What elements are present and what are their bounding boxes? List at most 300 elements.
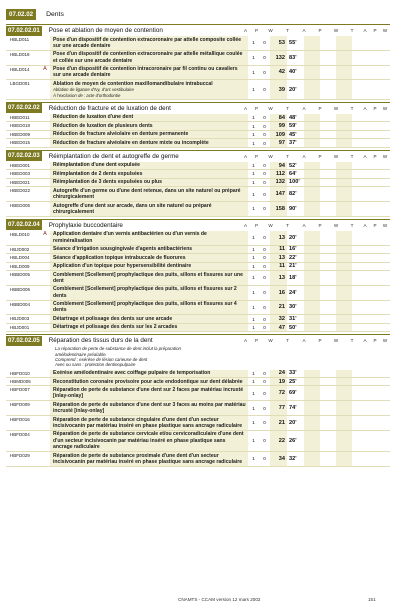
- empty-cell: [320, 286, 336, 300]
- section-title: Réparation des tissus durs de la dent: [48, 337, 153, 345]
- empty-cell: [304, 162, 320, 169]
- empty-cell: [320, 301, 336, 315]
- act-label: [50, 263, 248, 270]
- table-row: [6, 114, 390, 122]
- column-label: P: [318, 153, 322, 159]
- column-label: P: [254, 222, 259, 228]
- act-flag: [40, 416, 50, 430]
- column-label: A: [302, 105, 306, 111]
- activity-code: 1: [252, 40, 255, 46]
- act-label-text: Réduction de luxation de plusieurs dents: [53, 122, 153, 129]
- table-row: [6, 80, 390, 99]
- empty-cell: [352, 271, 368, 285]
- empty-cell: [336, 254, 352, 261]
- tariff-value: 132: [270, 51, 287, 65]
- duration-value: 25': [289, 378, 297, 385]
- tariff-value: 53: [270, 36, 287, 50]
- act-code: HBMD005: [10, 379, 31, 384]
- act-label: [50, 139, 248, 146]
- tariff-value: 22: [270, 431, 287, 451]
- table-row: [6, 187, 390, 202]
- column-label: W: [268, 153, 273, 159]
- phase-code: 0: [263, 275, 266, 281]
- empty-cell: [304, 254, 320, 261]
- act-label-text: Réimplantation de 3 dents expulsées ou plus: [53, 179, 162, 186]
- act-code: HBLD010: [10, 231, 30, 237]
- empty-cell: [304, 80, 320, 98]
- empty-cell: [304, 51, 320, 65]
- tariff-value: 84: [270, 114, 287, 121]
- empty-cell: [336, 263, 352, 270]
- empty-cell: [336, 401, 352, 415]
- tariff-value: 94: [270, 162, 287, 169]
- empty-cell: [320, 202, 336, 216]
- table-row: [6, 66, 390, 81]
- empty-cell: [320, 139, 336, 146]
- empty-cell: [320, 179, 336, 186]
- column-label: A: [243, 153, 248, 159]
- empty-cell: [304, 386, 320, 400]
- phase-code: 0: [263, 325, 266, 331]
- act-flag: [40, 263, 50, 270]
- act-label: [50, 286, 248, 300]
- empty-cell: [304, 271, 320, 285]
- empty-cell: [352, 431, 368, 451]
- act-label-text: Ablation de moyen de contention maxillomandibulaire intrabuccal: [53, 80, 213, 87]
- duration-value: 83': [289, 54, 297, 61]
- phase-code: 0: [263, 370, 266, 376]
- column-label: A: [363, 338, 367, 344]
- column-label: W: [333, 153, 339, 159]
- empty-cell: [320, 370, 336, 377]
- empty-cell: [304, 114, 320, 121]
- empty-cell: [320, 452, 336, 466]
- duration-value: 69': [289, 390, 297, 397]
- empty-cell: [304, 231, 320, 245]
- empty-cell: [320, 170, 336, 177]
- act-label: [50, 202, 248, 216]
- empty-cell: [304, 301, 320, 315]
- act-label-text: Pose d'un dispositif de contention extracoronaire par attelle composite collée sur une arcade dentaire: [53, 36, 242, 49]
- act-code: HBED018: [10, 123, 31, 129]
- empty-cell: [336, 162, 352, 169]
- table-row: [6, 431, 390, 452]
- table-row: [6, 51, 390, 66]
- column-label: P: [318, 338, 322, 344]
- act-label-text: Application dentaire d'un vernis antibactérien ou d'un vernis de reminéralisation: [53, 231, 207, 244]
- empty-cell: [336, 315, 352, 322]
- column-label: A: [302, 338, 306, 344]
- phase-code: 0: [263, 69, 266, 75]
- column-label: W: [333, 105, 339, 111]
- phase-code: 0: [263, 206, 266, 212]
- empty-cell: [336, 202, 352, 216]
- activity-code: 1: [252, 115, 255, 121]
- empty-cell: [352, 187, 368, 201]
- empty-cell: [320, 271, 336, 285]
- act-code: HBED001: [10, 162, 31, 168]
- phase-code: 0: [263, 40, 266, 46]
- empty-cell: [336, 66, 352, 80]
- phase-code: 0: [263, 163, 266, 168]
- empty-cell: [352, 51, 368, 65]
- column-label: P: [373, 105, 377, 111]
- phase-code: 0: [263, 316, 266, 322]
- act-code: HBED021: [10, 179, 31, 185]
- act-flag: [40, 122, 50, 129]
- column-label: A: [363, 153, 367, 159]
- page-number: 151: [368, 597, 376, 602]
- column-label: T: [350, 28, 354, 33]
- empty-cell: [352, 416, 368, 430]
- column-label: W: [382, 105, 388, 111]
- act-label-text: Pose d'un dispositif de contention intracoronaire par fil continu ou cavaliers sur une arcade dentaire: [53, 66, 238, 79]
- act-label-text: Application d'un topique pour hypersensibilité dentinaire: [53, 263, 192, 270]
- column-label: P: [254, 28, 259, 33]
- activity-code: 1: [252, 55, 255, 61]
- empty-cell: [336, 271, 352, 285]
- act-flag: A: [43, 66, 47, 73]
- act-label: [50, 301, 248, 315]
- act-code: HBFD004: [10, 431, 30, 437]
- empty-cell: [320, 431, 336, 451]
- activity-code: 1: [252, 171, 255, 177]
- duration-value: 37': [289, 140, 297, 147]
- act-code: HBED015: [10, 140, 31, 146]
- description-line: Comprend : exérèse de lésion carieuse de dent: [55, 356, 148, 362]
- empty-cell: [336, 131, 352, 138]
- column-label: T: [286, 28, 289, 33]
- column-labels: [240, 223, 390, 228]
- act-label-text: Comblement [Scellement] prophylactique des puits, sillons et fissures sur 2 dents: [53, 286, 237, 299]
- act-code: HBLD014: [10, 66, 30, 72]
- act-label: [50, 386, 248, 400]
- column-label: P: [254, 338, 259, 344]
- act-flag: [40, 286, 50, 300]
- activity-code: 1: [252, 390, 255, 396]
- column-label: W: [382, 338, 388, 344]
- section-code: 07.02.02.04: [8, 222, 40, 229]
- duration-value: 20': [289, 234, 297, 241]
- act-label-text: Détartrage et polissage des dents sur une arcade: [53, 315, 173, 322]
- empty-cell: [352, 401, 368, 415]
- act-label: [50, 179, 248, 186]
- act-code: HBLD004: [10, 255, 30, 261]
- duration-value: 52': [289, 162, 297, 169]
- phase-code: 0: [263, 379, 266, 385]
- activity-code: 1: [252, 316, 255, 322]
- column-label: P: [373, 28, 377, 33]
- empty-cell: [304, 202, 320, 216]
- phase-code: 0: [263, 390, 266, 396]
- empty-cell: [304, 246, 320, 253]
- act-flag: [40, 254, 50, 261]
- duration-value: 45': [289, 131, 297, 138]
- empty-cell: [352, 315, 368, 322]
- act-label-text: Séance d'application topique intrabuccale de fluorures: [53, 254, 186, 261]
- phase-code: 0: [263, 246, 266, 252]
- column-label: T: [350, 338, 354, 344]
- tariff-value: 13: [270, 254, 287, 261]
- empty-cell: [304, 122, 320, 129]
- act-label-text: Autogreffe d'une dent sur arcade, dans un site naturel ou préparé chirurgicalement: [53, 202, 212, 215]
- empty-cell: [320, 162, 336, 169]
- column-label: P: [254, 153, 259, 159]
- empty-cell: [352, 139, 368, 146]
- duration-value: 31': [289, 316, 297, 323]
- act-flag: [40, 378, 50, 385]
- act-code: HBFD010: [10, 370, 30, 376]
- act-flag: [40, 386, 50, 400]
- activity-code: 1: [252, 420, 255, 426]
- empty-cell: [336, 431, 352, 451]
- act-flag: [40, 114, 50, 121]
- empty-cell: [320, 131, 336, 138]
- act-label-text: Séance d'irrigation sousgingivale d'agents antibactériens: [53, 246, 193, 253]
- empty-cell: [352, 263, 368, 270]
- activity-code: 1: [252, 87, 255, 93]
- act-flag: [40, 170, 50, 177]
- phase-code: 0: [263, 420, 266, 426]
- empty-cell: [320, 324, 336, 331]
- empty-cell: [336, 416, 352, 430]
- empty-cell: [352, 452, 368, 466]
- act-label-text: Réimplantation de 2 dents expulsées: [53, 170, 143, 177]
- section-title: Réimplantation de dent et autogreffe de germe: [48, 152, 179, 160]
- empty-cell: [352, 66, 368, 80]
- empty-cell: [352, 386, 368, 400]
- activity-code: 1: [252, 163, 255, 168]
- column-label: A: [302, 153, 306, 159]
- empty-cell: [320, 36, 336, 50]
- phase-code: 0: [263, 171, 266, 177]
- act-flag: [40, 187, 50, 201]
- tariff-value: 13: [270, 271, 287, 285]
- duration-value: 59': [289, 123, 297, 130]
- empty-cell: [352, 162, 368, 169]
- footer-text: CNAMTS - CCAM version 12 mars 2002: [178, 597, 261, 602]
- section-code: 07.02.02.01: [8, 27, 40, 34]
- act-flag: [40, 51, 50, 65]
- empty-cell: [320, 187, 336, 201]
- activity-code: 1: [252, 370, 255, 376]
- duration-value: 22': [289, 254, 297, 261]
- column-label: T: [286, 105, 289, 111]
- empty-cell: [304, 315, 320, 322]
- act-code: HBFD016: [10, 417, 30, 423]
- section-header: [6, 334, 390, 346]
- duration-value: 20': [289, 86, 297, 93]
- tariff-value: 16: [270, 286, 287, 300]
- act-code: HBFD029: [10, 452, 30, 458]
- act-flag: [40, 271, 50, 285]
- act-flag: [40, 452, 50, 466]
- section-code: 07.02.02.05: [8, 337, 40, 344]
- column-label: T: [350, 153, 354, 159]
- empty-cell: [336, 286, 352, 300]
- empty-cell: [352, 370, 368, 377]
- phase-code: 0: [263, 235, 266, 241]
- tariff-value: 47: [270, 324, 287, 331]
- empty-cell: [320, 386, 336, 400]
- column-label: W: [268, 222, 273, 228]
- phase-code: 0: [263, 290, 266, 296]
- empty-cell: [336, 139, 352, 146]
- table-row: [6, 202, 390, 217]
- empty-cell: [336, 51, 352, 65]
- activity-code: 1: [252, 255, 255, 261]
- phase-code: 0: [263, 304, 266, 310]
- act-code: HBLD009: [10, 263, 30, 269]
- act-code: HBJD002: [10, 246, 30, 252]
- section-header: [6, 24, 390, 36]
- duration-value: 26': [289, 437, 297, 444]
- act-code: HBJD003: [10, 316, 30, 322]
- empty-cell: [320, 263, 336, 270]
- duration-value: 55': [289, 39, 297, 46]
- column-label: A: [363, 222, 367, 228]
- empty-cell: [352, 114, 368, 121]
- act-label: [50, 431, 248, 451]
- phase-code: 0: [263, 115, 266, 121]
- empty-cell: [336, 122, 352, 129]
- act-label: [50, 254, 248, 261]
- duration-value: 50': [289, 324, 297, 331]
- empty-cell: [320, 66, 336, 80]
- empty-cell: [352, 131, 368, 138]
- phase-code: 0: [263, 87, 266, 93]
- act-label: [50, 231, 248, 245]
- act-flag: [40, 162, 50, 169]
- act-flag: A: [43, 231, 47, 238]
- act-flag: [40, 36, 50, 50]
- act-label-text: Réparation de perte de substance proximale d'une dent d'un secteur incisivocanin par matériau inséré en phase plastique sans ancrage radiculaire: [53, 452, 243, 465]
- activity-code: 1: [252, 191, 255, 197]
- column-label: P: [254, 105, 259, 111]
- duration-value: 21': [289, 263, 297, 270]
- empty-cell: [320, 378, 336, 385]
- duration-value: 20': [289, 419, 297, 426]
- activity-code: 1: [252, 123, 255, 129]
- act-label: [50, 122, 248, 129]
- activity-code: 1: [252, 69, 255, 75]
- empty-cell: [320, 246, 336, 253]
- sections-container: [6, 24, 390, 467]
- act-label: [50, 452, 248, 466]
- act-code: HBED011: [10, 114, 30, 120]
- act-code: HBBD005: [10, 272, 31, 278]
- empty-cell: [336, 114, 352, 121]
- empty-cell: [336, 170, 352, 177]
- phase-code: 0: [263, 255, 266, 261]
- column-label: P: [373, 338, 377, 344]
- column-label: W: [268, 28, 273, 33]
- empty-cell: [352, 378, 368, 385]
- column-labels: [240, 338, 390, 343]
- act-code: HBFD007: [10, 387, 30, 393]
- empty-cell: [304, 170, 320, 177]
- activity-code: 1: [252, 179, 255, 185]
- act-code: HBBD006: [10, 286, 31, 292]
- column-label: T: [286, 153, 289, 159]
- act-label: [50, 315, 248, 322]
- table-row: [6, 263, 390, 271]
- column-label: W: [333, 338, 339, 344]
- act-flag: [40, 179, 50, 186]
- section-title: Prophylaxie buccodentaire: [48, 221, 123, 229]
- phase-code: 0: [263, 179, 266, 185]
- duration-value: 32': [289, 455, 297, 462]
- tariff-value: 11: [270, 263, 287, 270]
- phase-code: 0: [263, 140, 266, 146]
- table-row: [6, 36, 390, 51]
- act-flag: [40, 370, 50, 377]
- empty-cell: [336, 386, 352, 400]
- act-flag: [40, 131, 50, 138]
- column-label: A: [243, 105, 248, 111]
- empty-cell: [320, 254, 336, 261]
- tariff-value: 97: [270, 139, 287, 146]
- empty-cell: [352, 324, 368, 331]
- activity-code: 1: [252, 325, 255, 331]
- act-label: [50, 246, 248, 253]
- act-flag: [40, 401, 50, 415]
- empty-cell: [320, 114, 336, 121]
- column-label: A: [243, 28, 248, 33]
- act-label-text: Réimplantation d'une dent expulsée: [53, 162, 140, 169]
- tariff-value: 42: [270, 66, 287, 80]
- phase-code: 0: [263, 123, 266, 129]
- duration-value: 64': [289, 170, 297, 177]
- empty-cell: [304, 187, 320, 201]
- tariff-value: 11: [270, 246, 287, 253]
- act-label: [50, 66, 248, 80]
- tariff-value: 112: [270, 170, 287, 177]
- tariff-value: 77: [270, 401, 287, 415]
- column-label: A: [243, 338, 248, 344]
- activity-code: 1: [252, 456, 255, 462]
- act-label: [50, 370, 248, 377]
- phase-code: 0: [263, 191, 266, 197]
- table-row: [6, 131, 390, 139]
- act-code: HBBD004: [10, 301, 31, 307]
- table-row: [6, 122, 390, 130]
- phase-code: 0: [263, 55, 266, 61]
- tariff-value: 32: [270, 315, 287, 322]
- act-label-text: Comblement [Scellement] prophylactique des puits, sillons et fissures sur une dent: [53, 271, 243, 284]
- empty-cell: [304, 416, 320, 430]
- section-title: Pose et ablation de moyen de contention: [48, 27, 163, 34]
- empty-cell: [352, 301, 368, 315]
- description-line: La réparation de perte de substance de dent inclut la préparation: [55, 346, 181, 352]
- duration-value: 40': [289, 69, 297, 76]
- table-row: [6, 170, 390, 178]
- description-line: Avec ou sans : protection dentinopulpaire: [55, 362, 136, 368]
- act-flag: [40, 431, 50, 451]
- empty-cell: [352, 170, 368, 177]
- act-label-text: Réparation de perte de substance d'une dent sur 2 faces par matériau incrusté [inlay-onlay]: [53, 387, 244, 400]
- empty-cell: [320, 416, 336, 430]
- tariff-value: 21: [270, 301, 287, 315]
- activity-code: 1: [252, 235, 255, 241]
- activity-code: 1: [252, 140, 255, 146]
- empty-cell: [336, 36, 352, 50]
- act-label: [50, 131, 248, 138]
- act-label-text: Réduction de fracture alvéolaire en denture mixte ou incomplète: [53, 139, 209, 146]
- table-row: [6, 301, 390, 316]
- empty-cell: [320, 51, 336, 65]
- act-label-text: Réduction de fracture alvéolaire en denture permanente: [53, 131, 189, 138]
